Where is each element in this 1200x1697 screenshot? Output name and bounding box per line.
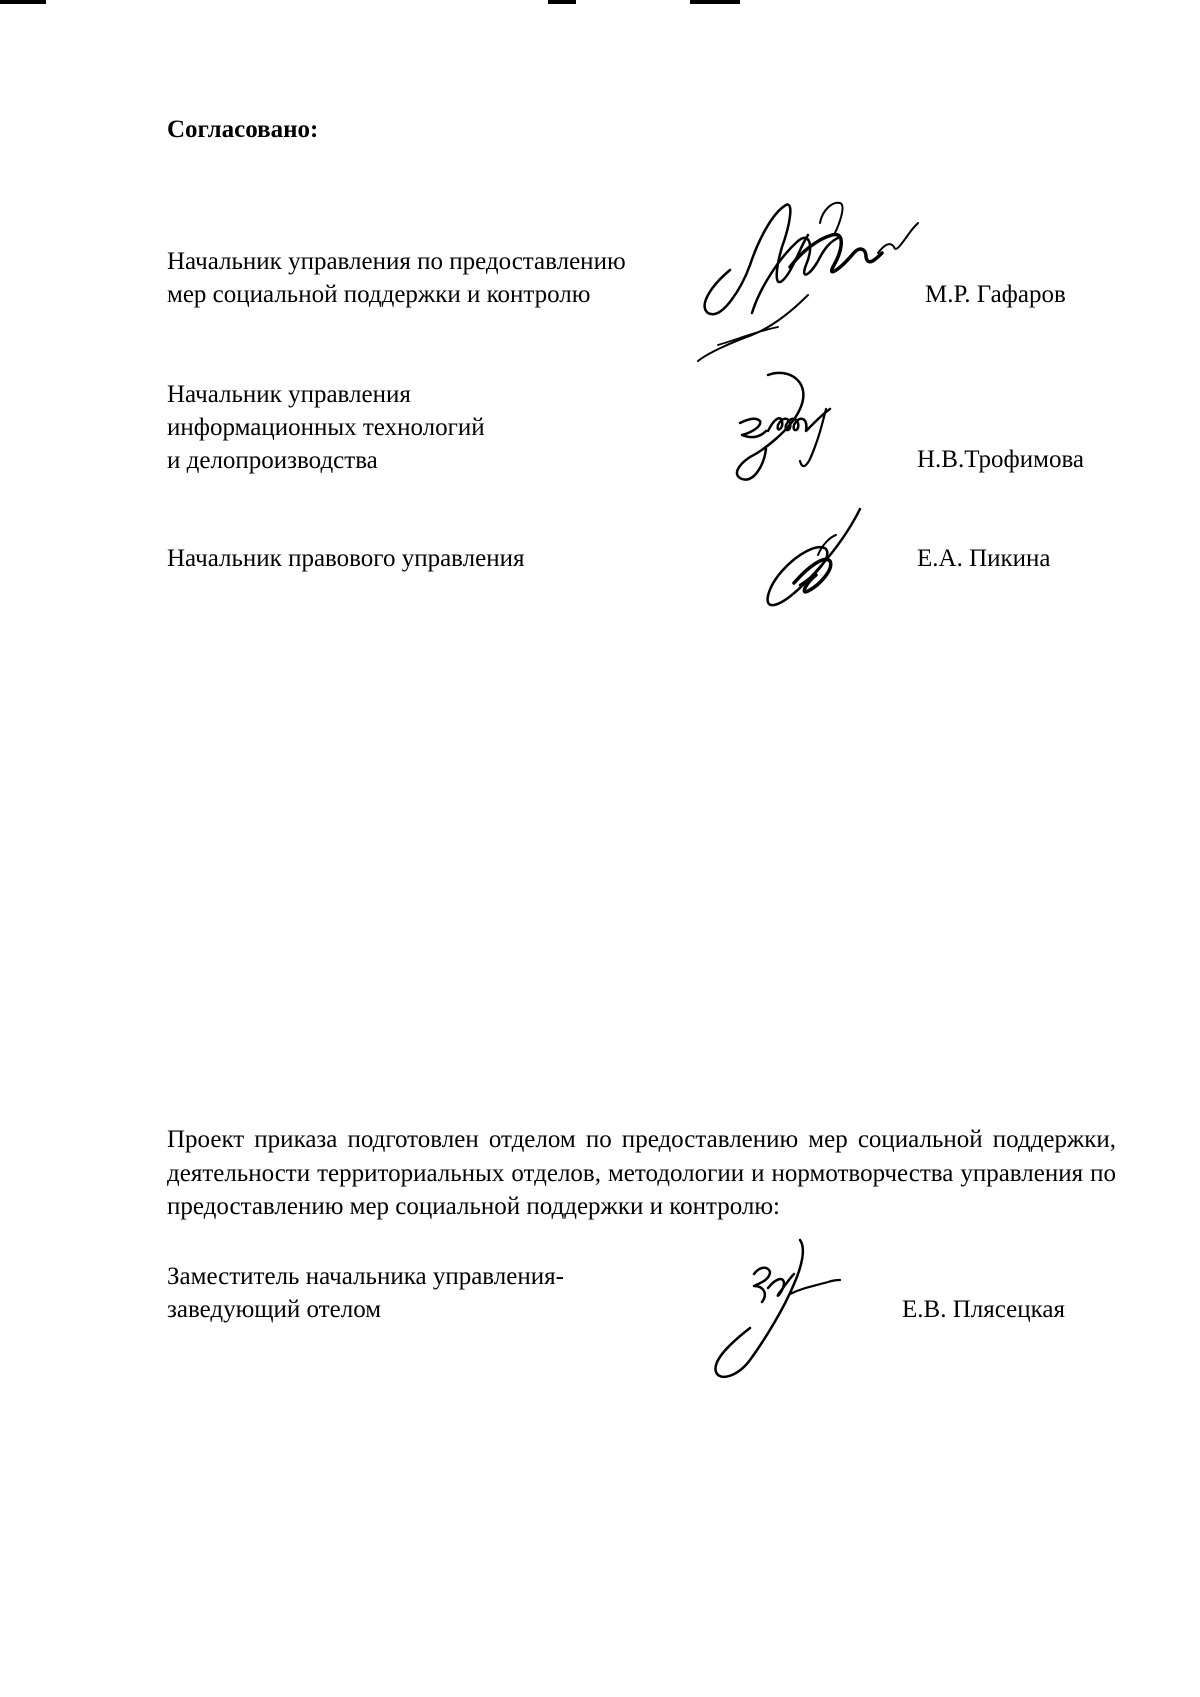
preparer-role: [167, 1260, 564, 1326]
approver-name: Н.В.Трофимова: [917, 446, 1085, 473]
approver-name: М.Р. Гафаров: [925, 281, 1066, 308]
role-line: Начальник правового управления: [167, 545, 525, 572]
approver-role: [167, 245, 626, 311]
top-edge-mark: [548, 0, 576, 4]
signature-plyasetskaya: [710, 1238, 850, 1388]
role-line: информационных технологий: [167, 414, 485, 441]
approver-name: Е.А. Пикина: [917, 545, 1051, 572]
role-line: Заместитель начальника управления-: [167, 1263, 564, 1290]
role-line: Начальник управления: [167, 381, 411, 408]
signature-trofimova: [720, 365, 880, 485]
preparer-name: Е.В. Плясецкая: [902, 1296, 1065, 1323]
role-line: Начальник управления по предоставлению: [167, 248, 626, 275]
approver-role: [167, 542, 524, 575]
top-edge-mark: [690, 0, 740, 4]
approver-role: [167, 378, 485, 477]
role-line: заведующий отелом: [167, 1296, 382, 1323]
top-edge-mark: [0, 0, 46, 4]
approval-heading: Согласовано:: [167, 116, 319, 143]
signature-gafarov: [690, 195, 940, 380]
signature-pikina: [760, 505, 880, 615]
prepared-note: Проект приказа подготовлен отделом по предоставлению мер социальной поддержки, деятельности территориальных отделов, методологии и нормотворчества управления по предоставлению мер социальной поддержки и контролю:: [167, 1126, 1116, 1220]
role-line: мер социальной поддержки и контролю: [167, 281, 591, 308]
role-line: и делопроизводства: [167, 447, 378, 474]
